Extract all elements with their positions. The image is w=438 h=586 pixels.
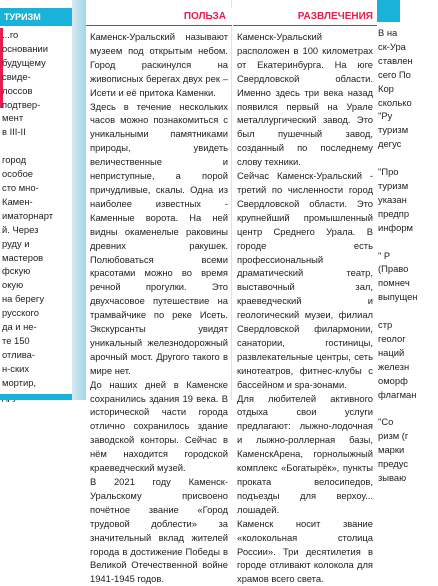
right-column-text: В на ск-Ура ставлен сего По Кор сколько "Ру туризм дегус "Про туризм указан предпр информ " Р (Право помнеч выпущен стр геолог наций железн оморф флагман "Со ризм (г марки предус зываю (378, 27, 418, 483)
section-header-entertainment: РАЗВЛЕЧЕНИЯ (233, 8, 377, 26)
left-column-header: ТУРИЗМ (0, 8, 72, 26)
accent-band (0, 394, 72, 400)
article-column-entertainment (233, 0, 377, 585)
article-text-benefit: Каменск-Уральский называют музеем под открытым небом. Город раскинулся на живописных берегах двух рек – Исети и её притока Каменки. Здесь в течение нескольких часов можно познакомиться с уникальными памятниками природы, увидеть величественные и неприступные, а порой причудливые, скалы. Одна из наиболее известных - Каменные ворота. На ней видны окаменелые раковины древних ракушек. Полюбоваться всеми красотами можно во время речной прогулки. Это двухчасовое путешествие на трамвайчике по реке Исеть. Экскурсанты увидят уникальный железнодорожный арочный мост. Другого такого в мире нет. До наших дней в Каменске сохранились здания 19 века. В исторической части города отлично сохранилось здание заводской конторы. Сейчас в нём находится городской краеведческий музей. В 2021 году Каменск-Уральскому присвоено почётное звание «Город трудовой доблести» за значительный вклад жителей города в достижение Победы в Великой Отечественной войне 1941-1945 годов. (90, 31, 228, 585)
right-column (377, 0, 418, 483)
section-header-benefit: ПОЛЬЗА (86, 8, 232, 26)
article-text-entertainment: Каменск-Уральский расположен в 100 километрах от Екатеринбурга. На юге Свердловской области. Именно здесь три века назад появился первый на Урале металлургический завод. Это был пушечный завод, созданный по последнему слову техники. Сейчас Каменск-Уральский - третий по численности город Свердловской области. Это крупнейший промышленный центр Среднего Урала. В городе есть профессиональный драматический театр, выставочный зал, краеведческий и геологический музеи, филиал Свердловской филармонии, санатории, гостиницы, развлекательные центры, сеть кинотеатров, фитнес-клубы с бассейном и spa-зонами. Для любителей активного отдыха свои услуги предлагают: лыжно-лодочная и лыжно-роллерная базы, КаменскАрена, горнолыжный комплекс «Богатырёк», пункты проката велосипедов, подъезды для верхоу... лошадей. Каменск носит звание «колокольная столица России». Три десятилетия в городе отливают колокола для храмов всего света. (237, 31, 373, 585)
left-column-text: ...го основании будущему свиде- лоссов подтвер- мент в III-II город особое сто мно- Камен- иматорнарт й. Через руду и мастеров фскую окую на берегу русского да и не- те 150 отлива- н-ских мортир, (2, 29, 53, 388)
accent-band-top (377, 0, 400, 22)
page-gutter (72, 0, 86, 400)
left-column (0, 0, 72, 400)
article-column-benefit (86, 0, 232, 585)
